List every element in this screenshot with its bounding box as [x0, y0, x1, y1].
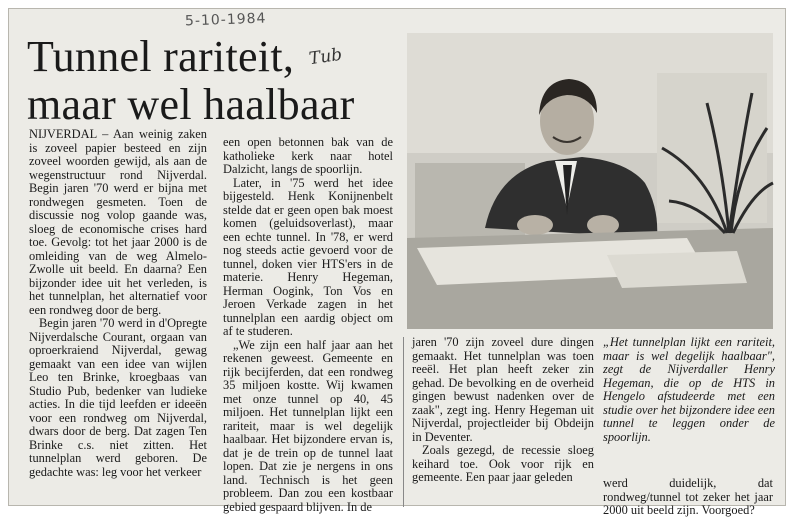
- article-column-1: [29, 128, 207, 479]
- photo-illustration: [407, 33, 773, 329]
- paragraph: „We zijn een half jaar aan het rekenen geweest. Gemeente en rijk becijferden, dat een rondweg 35 miljoen kostte. Wij kwamen met onze tunnel op 40, 45 miljoen. Het tunnelplan lijkt een rariteit, maar is wel degelijk haalbaar. Het bijzondere ervan is, dat je de trein op de tunnel laat lopen. Dat zie je nergens in ons land. Technisch is het geen probleem. Dan zou een kostbaar gebied gespaard blijven. In de: [223, 337, 393, 514]
- handwritten-date: 5-10-1984: [184, 10, 267, 30]
- paragraph: jaren '70 zijn zoveel dure dingen gemaakt. Het tunnelplan was toen reeël. Het plan heeft zeker zin gehad. De bevolking en de overheid gingen bewust nadenken over de zaak", zegt ing. Henry Hegeman uit Nijverdal, projectleider bij Obdeijn in Deventer.: [412, 335, 594, 444]
- headline-line-1: Tunnel rariteit,: [27, 32, 295, 81]
- handwritten-note: Tub: [307, 44, 344, 70]
- column-divider: [403, 337, 404, 507]
- paragraph: Begin jaren '70 werd in d'Opregte Nijverdalsche Courant, orgaan van oproerkraiend Nijverdal, gewag gemaakt van een idee van wijlen Leo ten Brinke, kroegbaas van Studio Pub, bedenker van ludieke acties. In die tijd leefden er ideeën voor een rondweg om Nijverdal, dwars door de berg. Dat zagen Ten Brinke c.s. niet zitten. Het tunnelplan werd geboren. De gedachte was: leg voor het verkeer: [29, 316, 207, 479]
- pull-quote: „Het tunnelplan lijkt een rariteit, maar is wel degelijk haalbaar", zegt de Nijverdaller Henry Hegeman, die op de HTS in Hengelo afstudeerde met een studie over het bijzondere idee een tunnel te leggen onder de spoorlijn.: [603, 335, 775, 444]
- article-column-4: werd duidelijk, dat rondweg/tunnel tot zeker het jaar 2000 uit beeld zijn. Voorgoed?: [603, 476, 773, 517]
- paragraph: Zoals gezegd, de recessie sloeg keihard toe. Ook voor rijk en gemeente. Een paar jaar geleden: [412, 443, 594, 484]
- paragraph: Later, in '75 werd het idee bijgesteld. Henk Konijnenbelt stelde dat er geen open bak moest komen (geluidsoverlast), maar een echte tunnel. In '78, er werd nog steeds actie gevoerd voor de tunnel, doken vier HTS'ers in de materie. Henry Hegeman, Herman Oogink, Ton Vos en Jeroen Verkade zagen in het tunnelplan een aardig object om af te studeren.: [223, 175, 393, 338]
- article-photo: [407, 33, 773, 329]
- paragraph: een open betonnen bak van de katholieke kerk naar hotel Dalzicht, langs de spoorlijn.: [223, 135, 393, 176]
- headline-line-2: maar wel haalbaar: [27, 80, 355, 129]
- article-column-2: [223, 136, 393, 514]
- headline: [27, 33, 407, 129]
- article-column-3: [412, 336, 594, 485]
- newspaper-clipping: [8, 8, 786, 517]
- paragraph: NIJVERDAL – Aan weinig zaken is zoveel papier besteed en zijn zoveel woorden gewijd, als aan de wegenstructuur rond Nijverdal. Begin jaren '70 werd er bijna met rondwegen gesmeten. Toen de discussie nog volop gaande was, sloeg de economische crises hard toe. Gevolg: tot het jaar 2000 is de omleiding van de weg Almelo-Zwolle uit beeld. En daarna? Een bijzonder idee uit het verleden, is het tunnelplan, het alternatief voor een rondweg door de berg.: [29, 127, 207, 317]
